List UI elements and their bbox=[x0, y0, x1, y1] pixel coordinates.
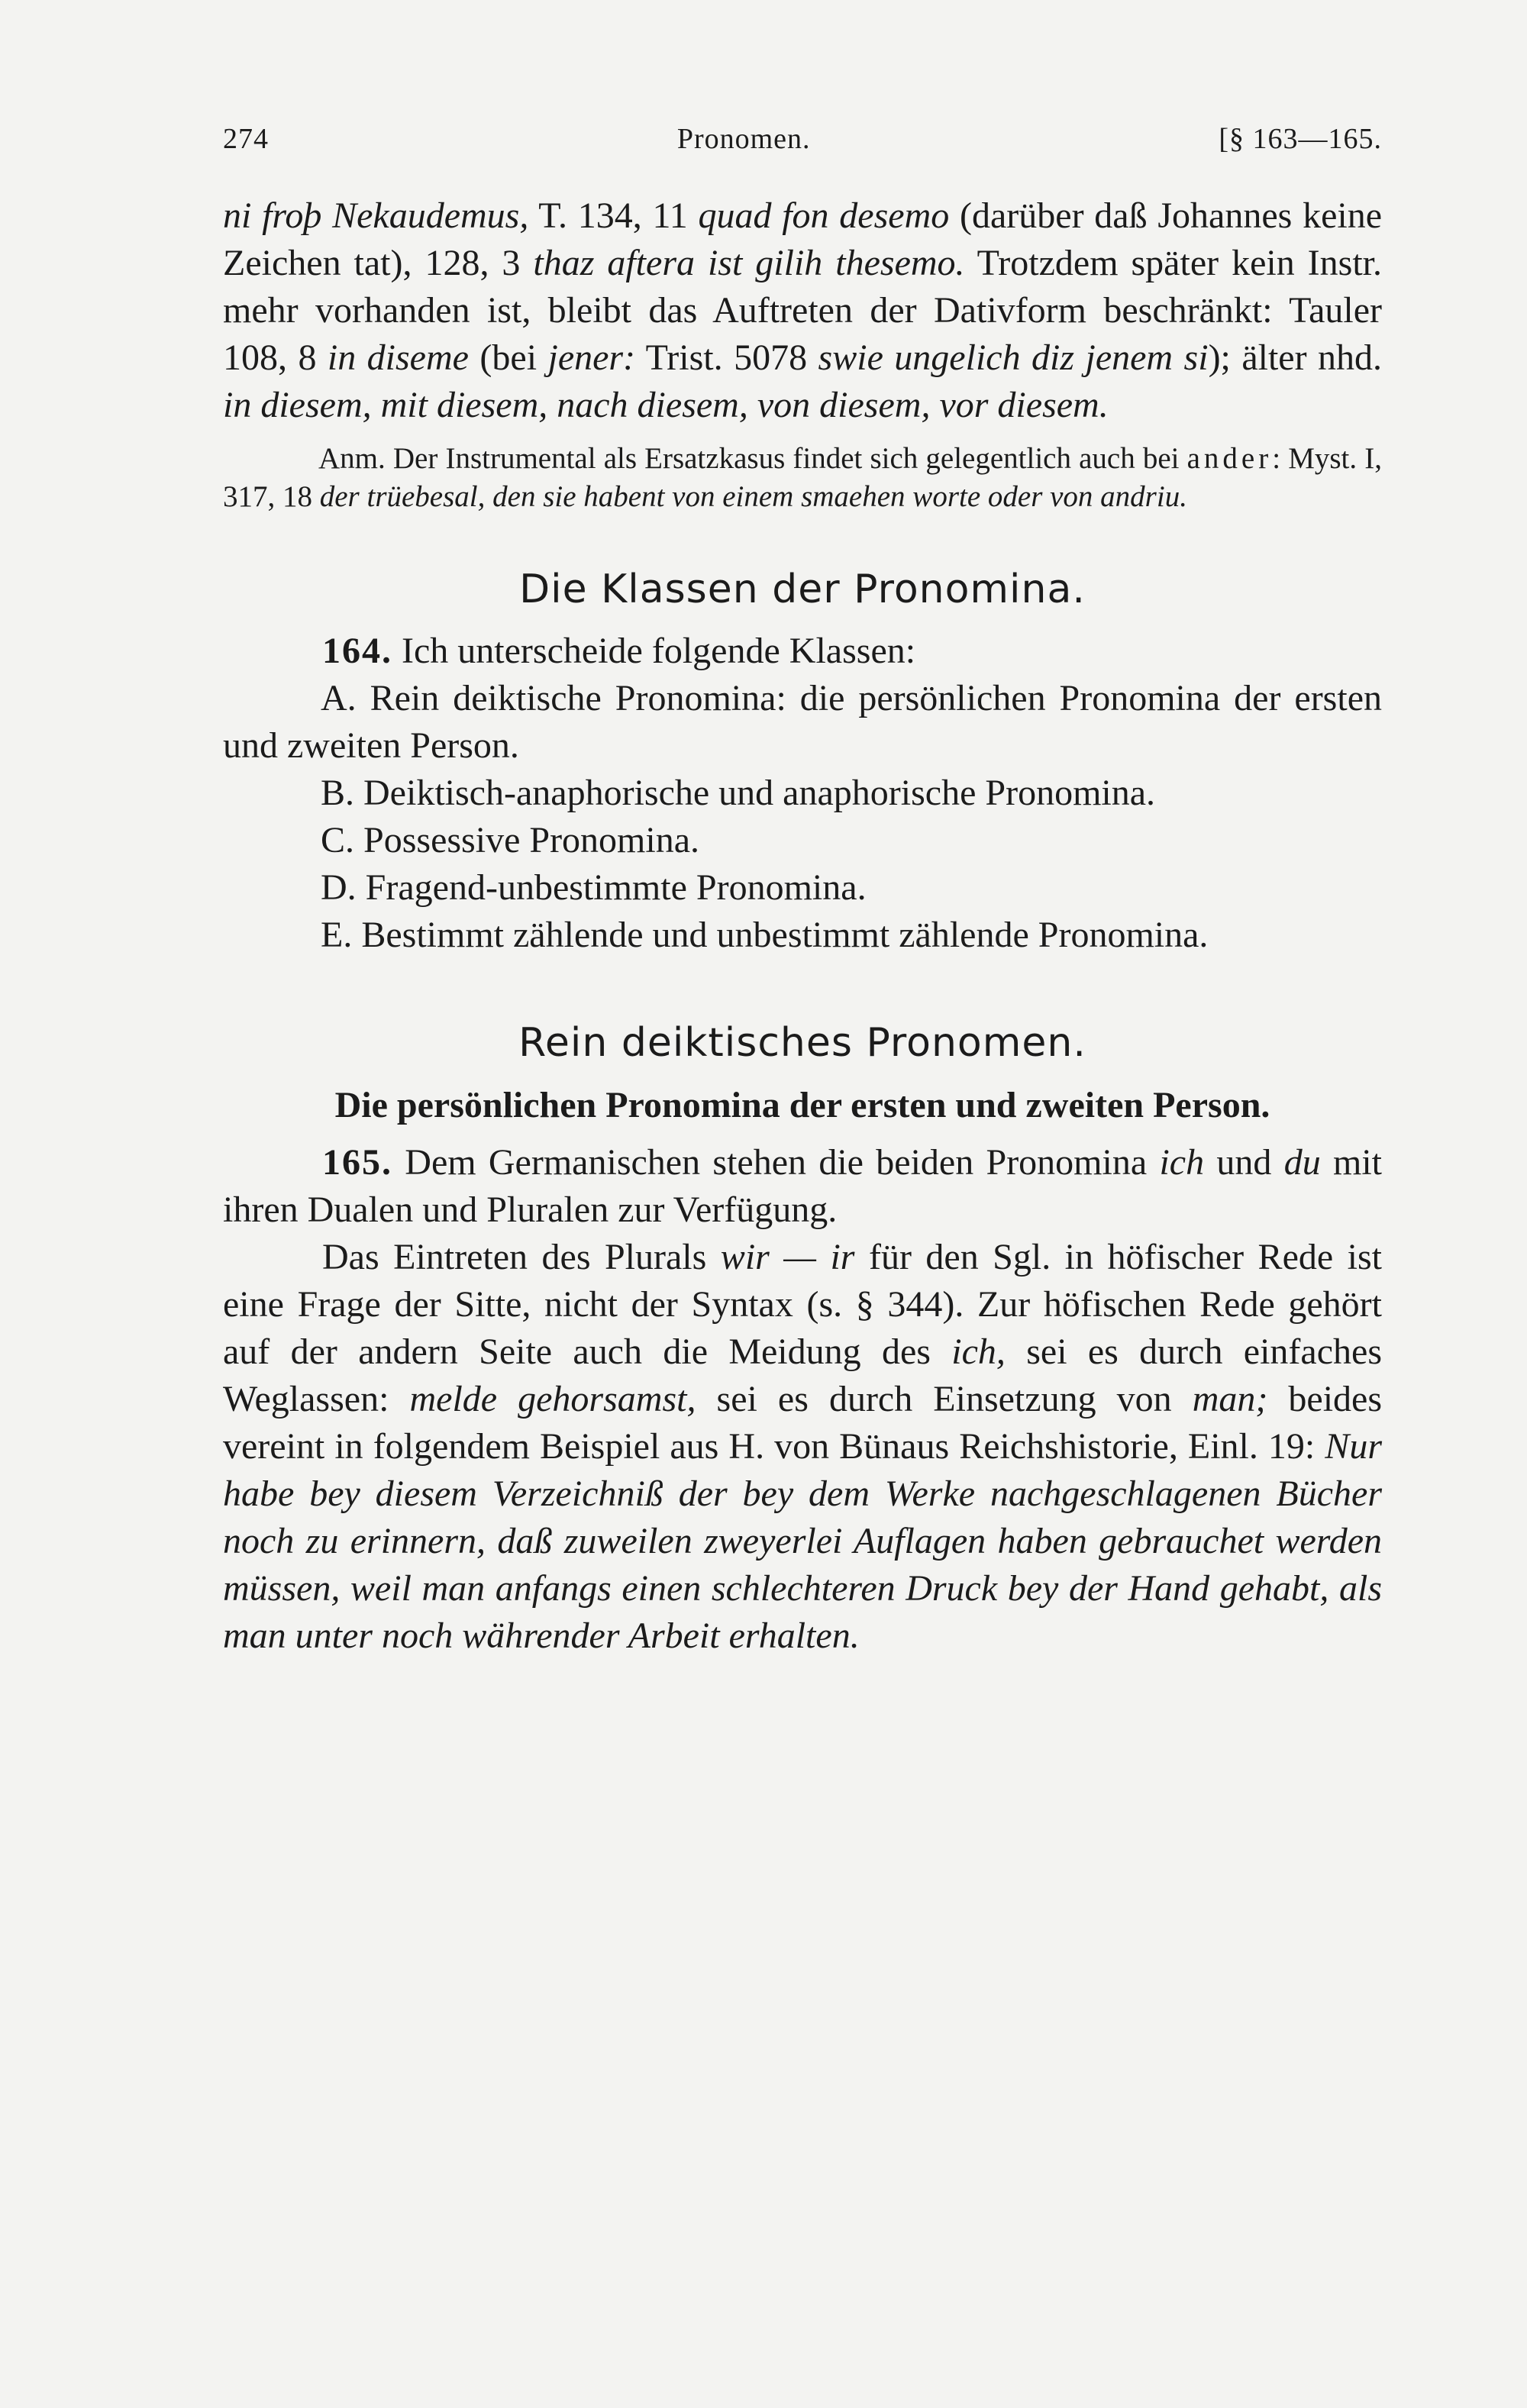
note-text: Anm. Der Instrumental als Ersatzkasus findet sich gelegentlich auch bei bbox=[318, 442, 1187, 475]
text: Das Eintreten des Plurals bbox=[322, 1237, 721, 1277]
quote: du bbox=[1283, 1142, 1321, 1183]
section-heading-rein-deiktisch: Rein deiktisches Pronomen. bbox=[518, 1020, 1086, 1066]
section-heading-klassen: Die Klassen der Pronomina. bbox=[519, 566, 1086, 612]
class-item-d: D. Fragend-unbestimmte Pronomina. bbox=[321, 867, 867, 908]
text: (bei bbox=[468, 337, 548, 378]
quote: man; bbox=[1192, 1379, 1268, 1419]
text: Trist. 5078 bbox=[635, 337, 818, 378]
quote: thaz aftera ist gilih thesemo. bbox=[533, 243, 965, 283]
quote: ich bbox=[1159, 1142, 1205, 1183]
text: mit ihren Dualen und Pluralen zur Verfügung. bbox=[223, 1142, 1383, 1230]
class-item-e: E. Bestimmt zählende und unbestimmt zählende Pronomina. bbox=[321, 915, 1209, 955]
class-item-b: B. Deiktisch-anaphorische und anaphorische Pronomina. bbox=[321, 773, 1156, 813]
text: sei es durch Einsetzung von bbox=[696, 1379, 1193, 1419]
quote: ni froþ Nekaudemus, bbox=[223, 195, 529, 236]
page-number: 274 bbox=[223, 123, 269, 155]
paragraph-number: 165. bbox=[322, 1142, 392, 1183]
note-text: : Myst. I, 317, 18 bbox=[223, 442, 1382, 513]
text: und bbox=[1204, 1142, 1284, 1183]
paragraph-164 bbox=[223, 628, 1382, 675]
quote: in diesem, mit diesem, nach diesem, von diesem, vor diesem. bbox=[223, 385, 1109, 425]
quote: wir — ir bbox=[720, 1237, 855, 1277]
text: ); älter nhd. bbox=[1208, 337, 1383, 378]
class-item-c: C. Possessive Pronomina. bbox=[321, 820, 700, 860]
quote: Nur habe bey diesem Verzeichniß der bey dem Werke nachgeschlagenen Bücher noch zu erinnern, daß zuweilen zweyerlei Auflagen haben gebrauchet werden müssen, weil man anfangs einen schlechteren Druck bey der Hand gehabt, als man unter noch währender Arbeit erhalten. bbox=[223, 1426, 1382, 1656]
text: beides vereint in folgendem Beispiel aus H. von Bünaus Reichshistorie, Einl. 19: bbox=[223, 1379, 1383, 1467]
text: T. 134, 11 bbox=[528, 195, 699, 236]
paragraph-165 bbox=[223, 1139, 1382, 1234]
section-reference: [§ 163—165. bbox=[1219, 123, 1382, 155]
quote: quad fon desemo bbox=[698, 195, 950, 236]
running-title: Pronomen. bbox=[676, 123, 811, 155]
intro-paragraph bbox=[223, 192, 1382, 429]
quote: jener: bbox=[547, 337, 636, 378]
annotation-note bbox=[223, 440, 1382, 516]
text: für den Sgl. in höfischer Rede ist eine Frage der Sitte, nicht der Syntax (s. § 344). Zur höfischen Rede gehört auf der andern Seite auch die Meidung des bbox=[223, 1237, 1383, 1372]
text: Trotzdem später kein Instr. mehr vorhanden ist, bleibt das Auftreten der Dativform beschränkt: Tauler 108, 8 bbox=[223, 243, 1383, 378]
quote: in diseme bbox=[327, 337, 469, 378]
text: Dem Germanischen stehen die beiden Pronomina bbox=[392, 1142, 1160, 1183]
note-quote: der trüebesal, den sie habent von einem smaehen worte oder von andriu. bbox=[319, 480, 1187, 513]
text: Ich unterscheide folgende Klassen: bbox=[392, 631, 916, 671]
text: (darüber daß Johannes keine Zeichen tat), 128, 3 bbox=[223, 195, 1383, 283]
paragraph-number: 164. bbox=[322, 631, 392, 671]
paragraph-hoefische-rede bbox=[223, 1234, 1382, 1660]
text: sei es durch einfaches Weglassen: bbox=[223, 1332, 1382, 1419]
quote: melde gehorsamst, bbox=[409, 1379, 696, 1419]
note-spaced-word: ander bbox=[1186, 442, 1273, 475]
quote: swie ungelich diz jenem si bbox=[818, 337, 1209, 378]
class-item-a: A. Rein deiktische Pronomina: die persönlichen Pronomina der ersten und zweiten Person. bbox=[223, 678, 1382, 766]
running-header bbox=[223, 122, 1382, 156]
quote: ich, bbox=[951, 1332, 1006, 1372]
subheading-persoenliche-pronomina: Die persönlichen Pronomina der ersten und zweiten Person. bbox=[334, 1085, 1270, 1125]
